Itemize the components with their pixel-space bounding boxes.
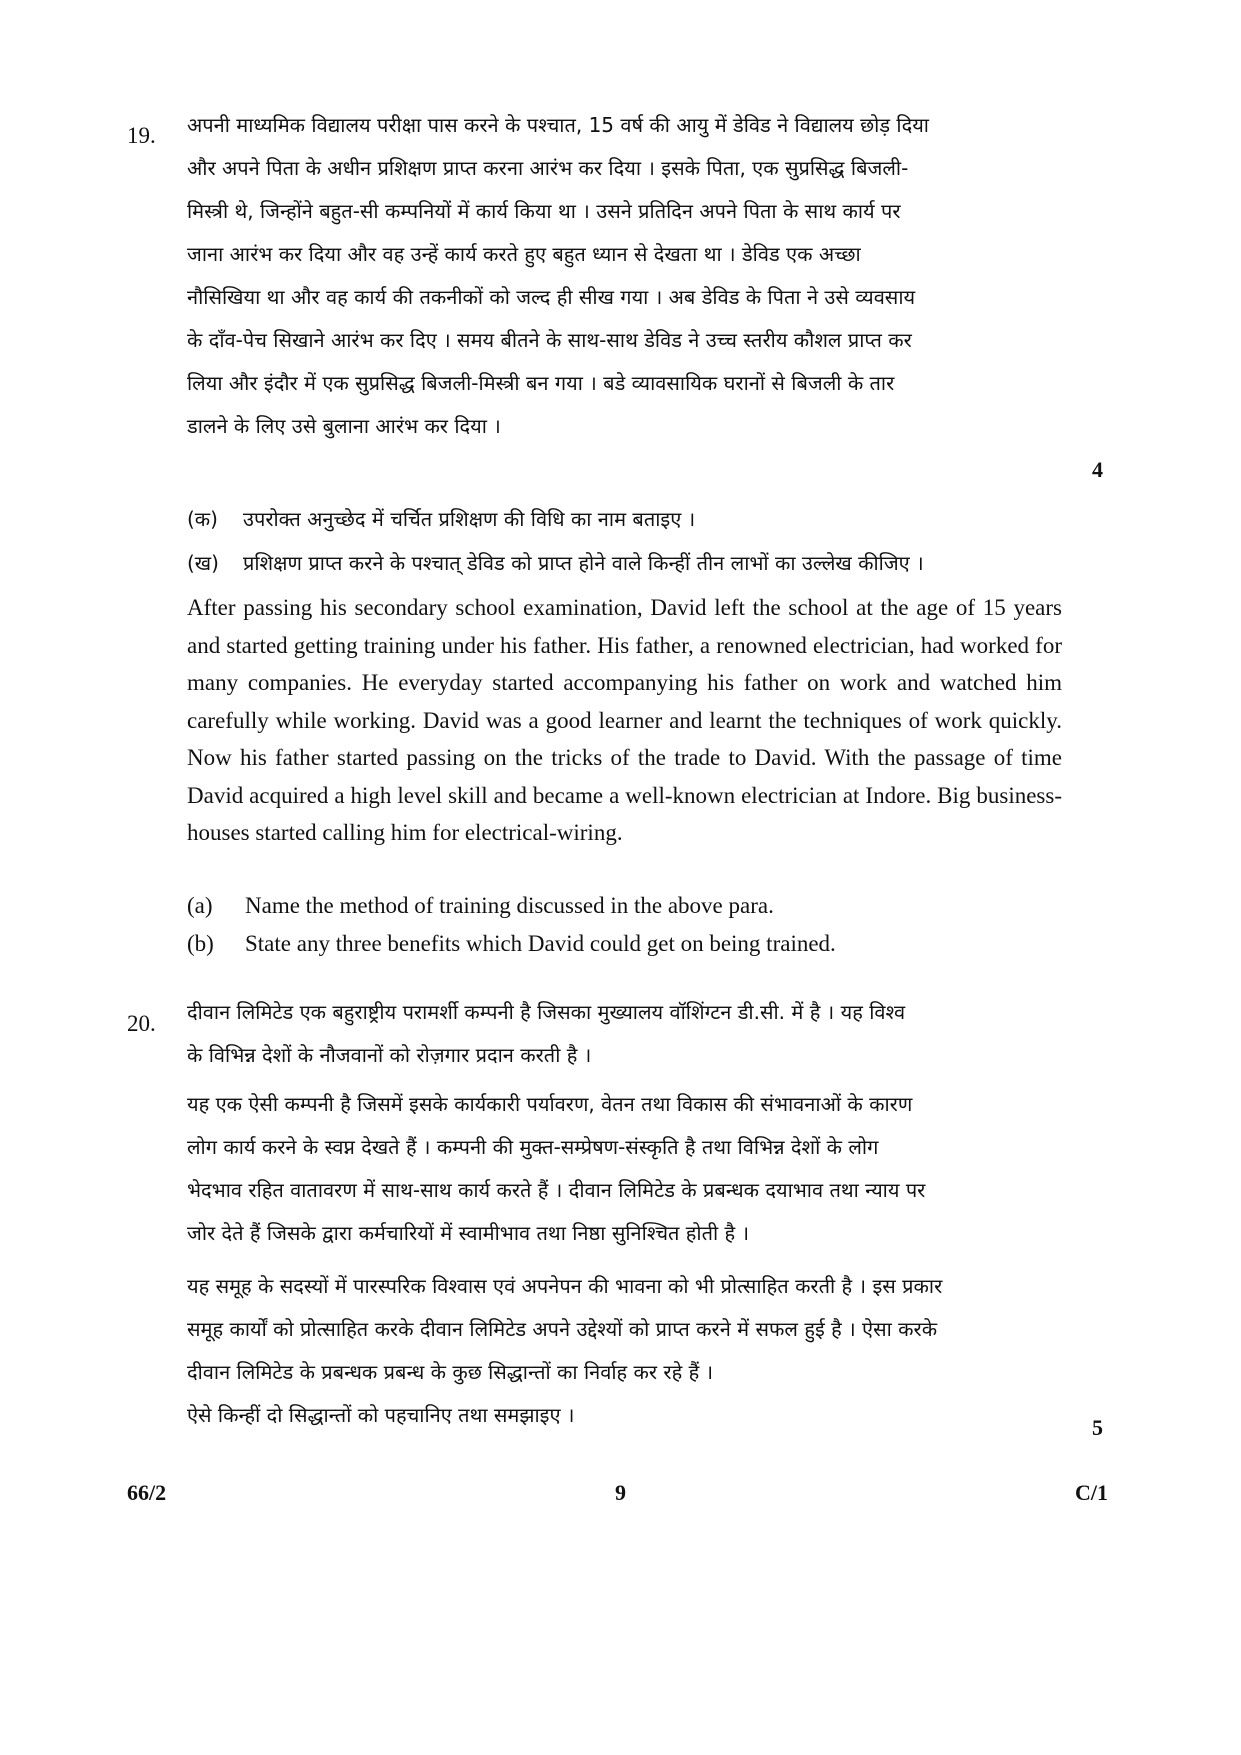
q20-line: लोग कार्य करने के स्वप्न देखते हैं । कम्पनी की मुक्त-सम्प्रेषण-संस्कृति है तथा विभिन्न देशों के लोग bbox=[187, 1135, 879, 1159]
q19-hindi-line: अपनी माध्यमिक विद्यालय परीक्षा पास करने के पश्चात, 15 वर्ष की आयु में डेविड ने विद्यालय छोड़ दिया bbox=[187, 113, 929, 137]
q20-line: के विभिन्न देशों के नौजवानों को रोज़गार प्रदान करती है । bbox=[187, 1043, 592, 1067]
subquestion-label: (a) bbox=[187, 893, 213, 918]
q19-hindi-line: जाना आरंभ कर दिया और वह उन्हें कार्य करते हुए बहुत ध्यान से देखता था । डेविड एक अच्छा bbox=[187, 242, 861, 266]
q20-line: यह समूह के सदस्यों में पारस्परिक विश्वास एवं अपनेपन की भावना को भी प्रोत्साहित करती है । इस प्रकार bbox=[187, 1274, 943, 1298]
question-20-question bbox=[187, 1394, 1062, 1437]
q19-hindi-line: मिस्त्री थे, जिन्होंने बहुत-सी कम्पनियों में कार्य किया था । उसने प्रतिदिन अपने पिता के साथ कार्य पर bbox=[187, 199, 901, 223]
subquestion-text: प्रशिक्षण प्राप्त करने के पश्चात् डेविड को प्राप्त होने वाले किन्हीं तीन लाभों का उल्लेख कीजिए । bbox=[243, 551, 924, 575]
q20-line: यह एक ऐसी कम्पनी है जिसमें इसके कार्यकारी पर्यावरण, वेतन तथा विकास की संभावनाओं के कारण bbox=[187, 1092, 913, 1116]
page-number: 9 bbox=[615, 1480, 626, 1505]
q20-question-text: ऐसे किन्हीं दो सिद्धान्तों को पहचानिए तथा समझाइए । bbox=[187, 1403, 575, 1427]
subquestion-text: Name the method of training discussed in the above para. bbox=[245, 893, 774, 918]
subquestion-text: उपरोक्त अनुच्छेद में चर्चित प्रशिक्षण की विधि का नाम बताइए । bbox=[243, 507, 696, 531]
paper-code: 66/2 bbox=[127, 1480, 167, 1505]
set-code: C/1 bbox=[1075, 1480, 1108, 1505]
question-20-paragraph-3 bbox=[187, 1265, 1062, 1394]
q20-line: भेदभाव रहित वातावरण में साथ-साथ कार्य करते हैं । दीवान लिमिटेड के प्रबन्धक दयाभाव तथा न्याय पर bbox=[187, 1178, 926, 1202]
subquestion-text: State any three benefits which David could get on being trained. bbox=[245, 931, 836, 956]
q19-hindi-subquestion-a bbox=[187, 505, 1067, 532]
question-19-english-paragraph: After passing his secondary school examination, David left the school at the age of 15 years and started getting training under his father. His father, a renowned electrician, had worked for many companies. He everyday started accompanying his father on work and watched him carefully while working. David was a good learner and learnt the techniques of work quickly. Now his father started passing on the tricks of the trade to David. With the passage of time David acquired a high level skill and became a well-known electrician at Indore. Big business-houses started calling him for electrical-wiring. bbox=[187, 595, 1062, 845]
question-20-number: 20. bbox=[127, 1011, 156, 1036]
question-19-number: 19. bbox=[127, 123, 156, 148]
q20-line: जोर देते हैं जिसके द्वारा कर्मचारियों में स्वामीभाव तथा निष्ठा सुनिश्चित होती है । bbox=[187, 1221, 750, 1245]
subquestion-label: (क) bbox=[187, 507, 218, 531]
subquestion-label: (ख) bbox=[187, 551, 219, 575]
subquestion-label: (b) bbox=[187, 931, 214, 956]
q19-english-subquestion-a bbox=[187, 893, 1067, 919]
question-20-paragraph-2 bbox=[187, 1083, 1062, 1255]
q19-hindi-line: के दाँव-पेच सिखाने आरंभ कर दिए । समय बीतने के साथ-साथ डेविड ने उच्च स्तरीय कौशल प्राप्त कर bbox=[187, 328, 912, 352]
question-20-marks: 5 bbox=[1092, 1415, 1103, 1440]
q19-hindi-line: नौसिखिया था और वह कार्य की तकनीकों को जल्द ही सीख गया । अब डेविड के पिता ने उसे व्यवसाय bbox=[187, 285, 916, 309]
q19-english-subquestion-b bbox=[187, 931, 1067, 957]
question-19-marks: 4 bbox=[1092, 457, 1103, 482]
q20-line: दीवान लिमिटेड एक बहुराष्ट्रीय परामर्शी कम्पनी है जिसका मुख्यालय वॉशिंग्टन डी.सी. में है । यह विश्व bbox=[187, 1000, 906, 1024]
q19-hindi-line: डालने के लिए उसे बुलाना आरंभ कर दिया । bbox=[187, 414, 501, 438]
q19-hindi-subquestion-b bbox=[187, 549, 1067, 576]
question-20-paragraph-1 bbox=[187, 991, 1062, 1077]
q19-hindi-line: लिया और इंदौर में एक सुप्रसिद्ध बिजली-मिस्त्री बन गया । बडे व्यावसायिक घरानों से बिजली के तार bbox=[187, 371, 895, 395]
question-19-hindi-paragraph bbox=[187, 104, 1062, 448]
q19-hindi-line: और अपने पिता के अधीन प्रशिक्षण प्राप्त करना आरंभ कर दिया । इसके पिता, एक सुप्रसिद्ध बिजली- bbox=[187, 156, 909, 180]
q20-line: समूह कार्यों को प्रोत्साहित करके दीवान लिमिटेड अपने उद्देश्यों को प्राप्त करने में सफल हुई है । ऐसा करके bbox=[187, 1317, 938, 1341]
q20-line: दीवान लिमिटेड के प्रबन्धक प्रबन्ध के कुछ सिद्धान्तों का निर्वाह कर रहे हैं । bbox=[187, 1360, 714, 1384]
